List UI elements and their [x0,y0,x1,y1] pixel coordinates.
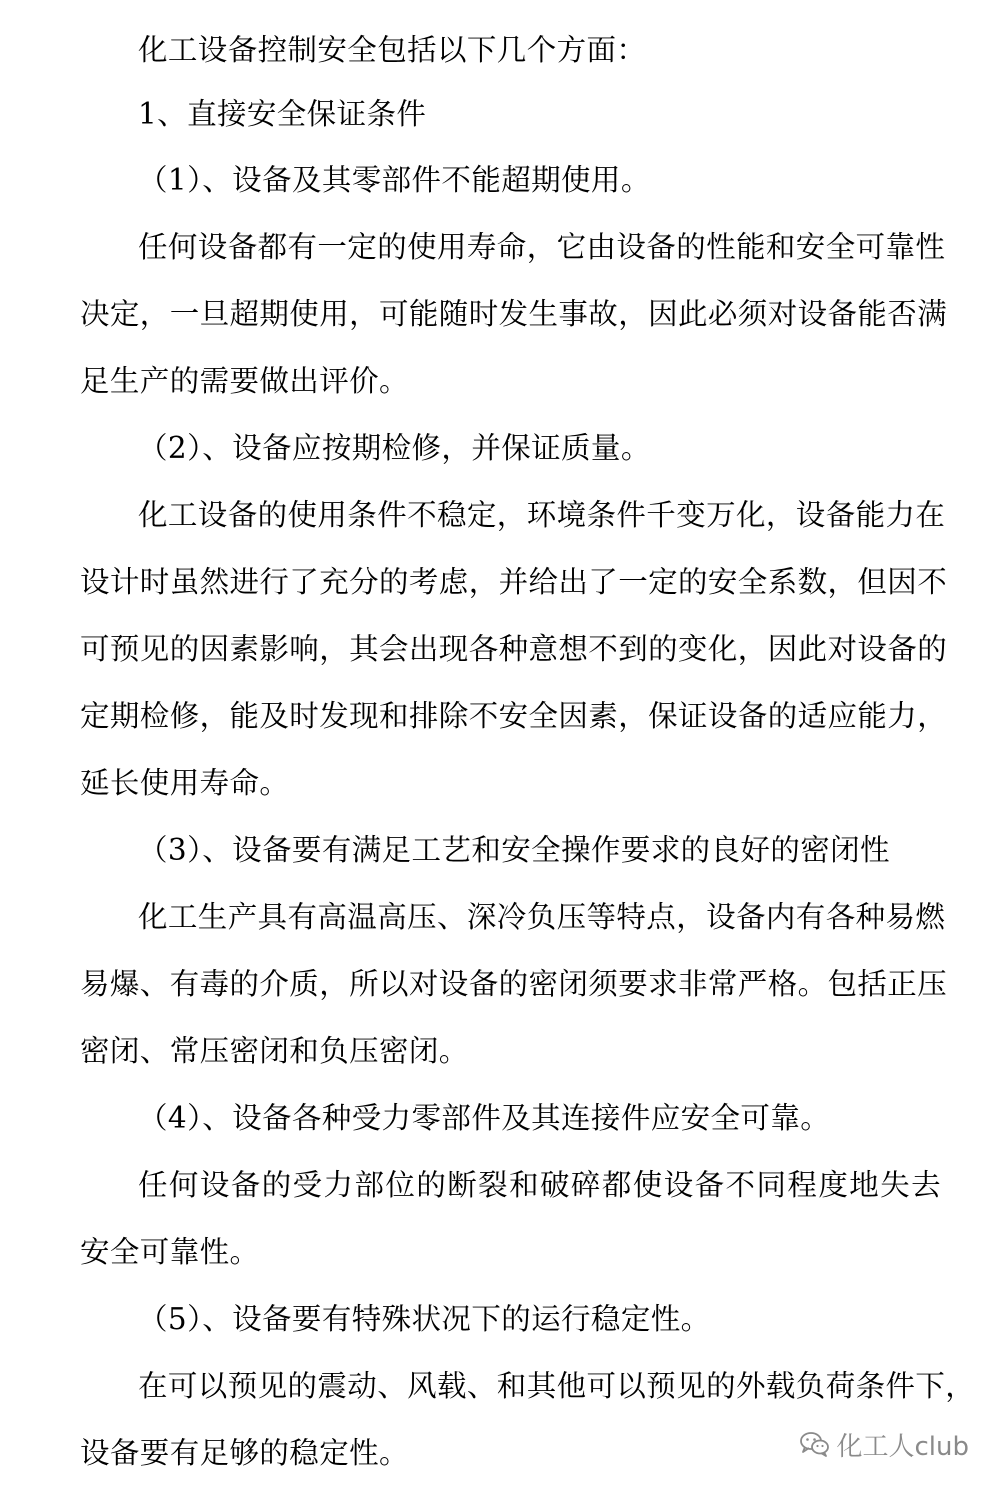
paragraph-line: 化工设备的使用条件不稳定，环境条件千变万化，设备能力在 [138,498,946,532]
paragraph-line: 在可以预见的震动、风载、和其他可以预见的外载负荷条件下， [138,1369,976,1403]
wechat-icon [800,1431,830,1457]
paragraph-line: 化工生产具有高温高压、深冷负压等特点，设备内有各种易燃 [138,900,946,934]
item-4-heading: （4）、设备各种受力零部件及其连接件应安全可靠。 [138,1101,831,1135]
paragraph-line: 定期检修，能及时发现和排除不安全因素，保证设备的适应能力， [80,699,948,733]
paragraph-line: 延长使用寿命。 [80,766,290,800]
paragraph-line: 可预见的因素影响，其会出现各种意想不到的变化，因此对设备的 [80,632,948,666]
paragraph-line: 密闭、常压密闭和负压密闭。 [80,1034,469,1068]
paragraph-line: 设备要有足够的稳定性。 [80,1436,409,1470]
item-5-heading: （5）、设备要有特殊状况下的运行稳定性。 [138,1302,711,1336]
paragraph-line: 安全可靠性。 [80,1235,260,1269]
paragraph-line: 设计时虽然进行了充分的考虑，并给出了一定的安全系数，但因不 [80,565,948,599]
intro-line: 化工设备控制安全包括以下几个方面： [138,33,647,67]
item-3-heading: （3）、设备要有满足工艺和安全操作要求的良好的密闭性 [138,833,890,867]
paragraph-line: 决定，一旦超期使用，可能随时发生事故，因此必须对设备能否满 [80,297,948,331]
item-2-heading: （2）、设备应按期检修，并保证质量。 [138,431,651,465]
paragraph-line: 任何设备都有一定的使用寿命，它由设备的性能和安全可靠性 [138,230,946,264]
paragraph-line: 易爆、有毒的介质，所以对设备的密闭须要求非常严格。包括正压 [80,967,948,1001]
watermark [800,1428,969,1460]
paragraph-line: 足生产的需要做出评价。 [80,364,409,398]
paragraph-line: 任何设备的受力部位的断裂和破碎都使设备不同程度地失去 [138,1168,941,1202]
section-heading: 1、直接安全保证条件 [138,97,427,131]
watermark-text: 化工人club [836,1431,969,1462]
item-1-heading: （1）、设备及其零部件不能超期使用。 [138,163,651,197]
